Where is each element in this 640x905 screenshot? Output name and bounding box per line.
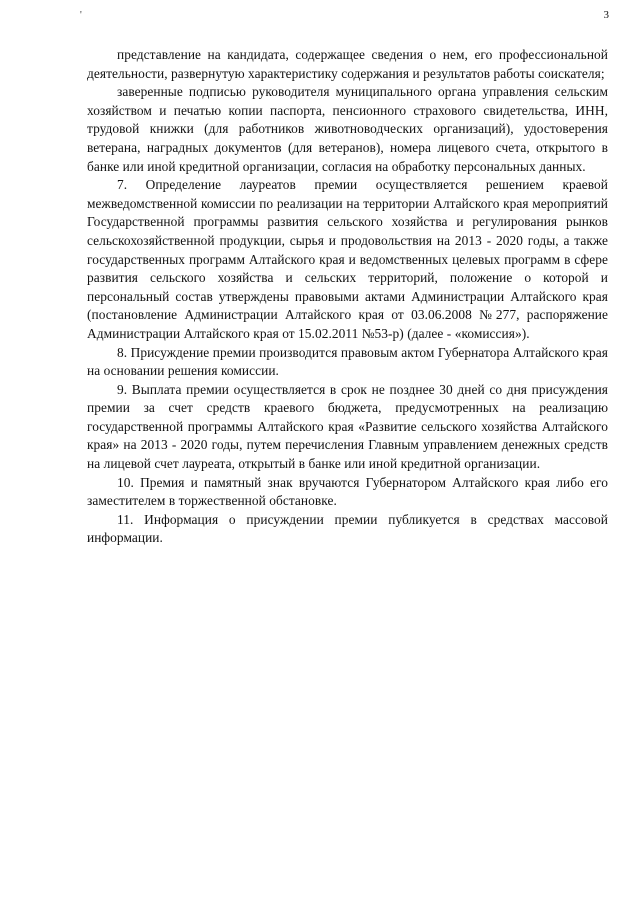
corner-mark: ' xyxy=(80,10,82,21)
paragraph-item-10: 10. Премия и памятный знак вручаются Губернатором Алтайского края либо его заместителем в торжественной обстановке. xyxy=(87,474,608,509)
paragraph-candidate-presentation: представление на кандидата, содержащее сведения о нем, его профессиональной деятельности, развернутую характеристику содержания и результатов работы соискателя; xyxy=(87,47,608,81)
page-number: 3 xyxy=(603,9,609,21)
paragraph-item-11: 11. Информация о присуждении премии публикуется в средствах массовой информации. xyxy=(87,511,608,546)
paragraph-certified-copies: заверенные подписью руководителя муниципального органа управления сельским хозяйством и печатью копии паспорта, пенсионного страхового свидетельства, ИНН, трудовой книжки (для работников животноводческих организаций), удостоверения ветерана, наградных документов (для ветеранов), номера лицевого счета, открытого в банке или иной кредитной организации, согласия на обработку персональных данных. xyxy=(87,84,608,174)
paragraph-item-7: 7. Определение лауреатов премии осуществляется решением краевой межведомственной комиссии по реализации на территории Алтайского края мероприятий Государственной программы развития сельского хозяйства и регулирования рынков сельскохозяйственной продукции, сырья и продовольствия на 2013 - 2020 годы, а также государственных программ Алтайского края и ведомственных целевых программ в сфере развития сельского хозяйства и сельских территорий, положение о которой и персональный состав утверждены правовыми актами Администрации Алтайского края (постановление Администрации Алтайского края от 03.06.2008 №277, распоряжение Администрации Алтайского края от 15.02.2011 №53-р) (далее - «комиссия»). xyxy=(87,177,608,341)
paragraph-item-9: 9. Выплата премии осуществляется в срок не позднее 30 дней со дня присуждения премии за счет средств краевого бюджета, предусмотренных на реализацию государственной программы Алтайского края «Развитие сельского хозяйства Алтайского края» на 2013 - 2020 годы, путем перечисления Главным управлением денежных средств на лицевой счет лауреата, открытый в банке или иной кредитной организации. xyxy=(87,381,608,472)
paragraph-item-8: 8. Присуждение премии производится правовым актом Губернатора Алтайского края на основании решения комиссии. xyxy=(87,344,608,379)
document-body xyxy=(87,46,608,548)
